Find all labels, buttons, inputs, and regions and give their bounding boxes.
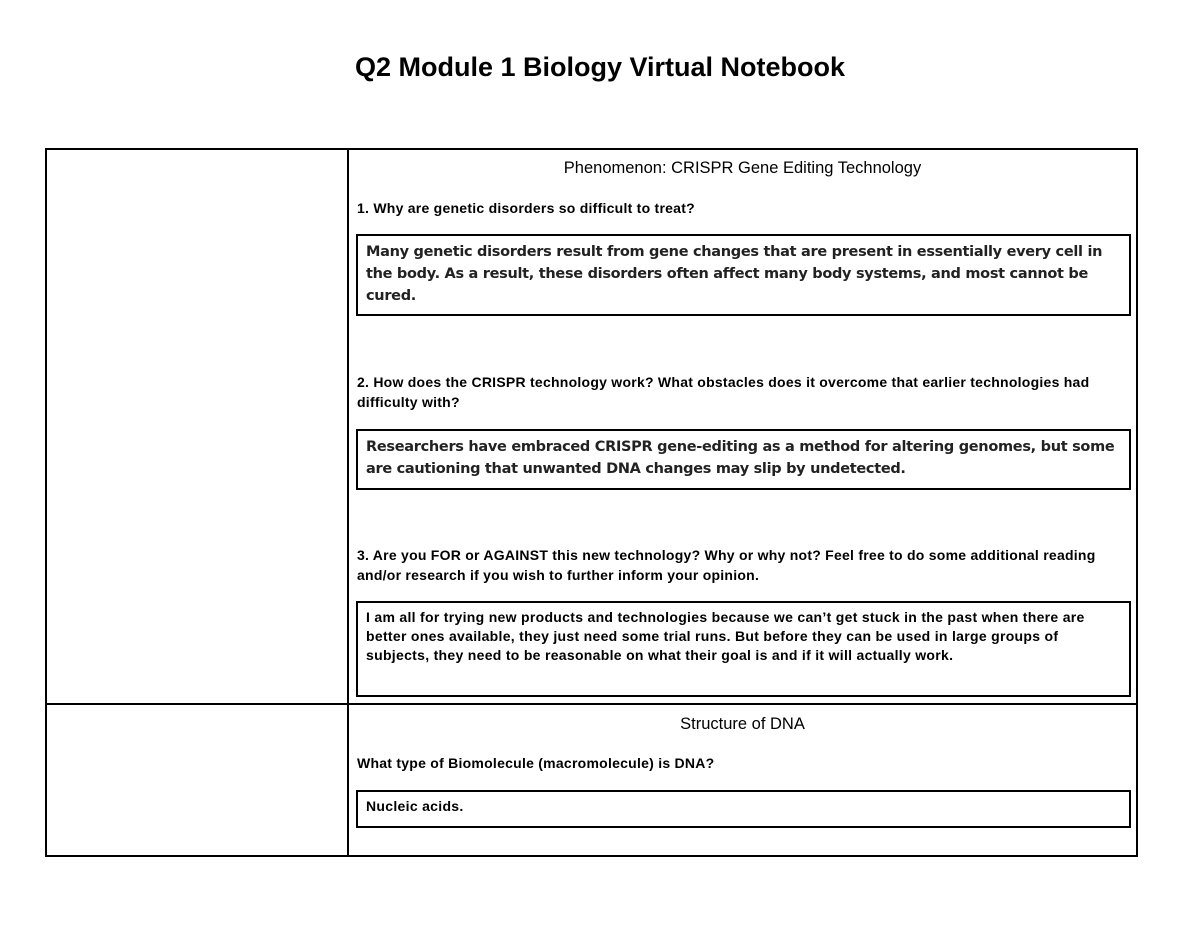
empty-left-cell: [47, 705, 349, 855]
section-heading: Structure of DNA: [680, 715, 805, 733]
table-row-crispr: [47, 150, 1136, 705]
answer-box-3[interactable]: [356, 601, 1131, 697]
page-title: Q2 Module 1 Biology Virtual Notebook: [354, 52, 846, 82]
empty-left-cell: [47, 150, 349, 703]
question-2: 2. How does the CRISPR technology work? What obstacles does it overcome that earlier technologies had difficulty with?: [357, 374, 1090, 410]
answer-box-dna[interactable]: [356, 790, 1131, 828]
section-heading: Phenomenon: CRISPR Gene Editing Technology: [563, 159, 922, 177]
answer-1-text: Many genetic disorders result from gene changes that are present in essentially every cell in the body. As a result, these disorders often affect many body systems, and most cannot be cured.: [366, 244, 1103, 304]
table-row-dna: [47, 705, 1136, 855]
answer-box-2[interactable]: [356, 429, 1131, 490]
question-dna: What type of Biomolecule (macromolecule) is DNA?: [357, 755, 715, 771]
notebook-table: [45, 148, 1138, 857]
crispr-section: [349, 150, 1136, 703]
answer-2-text: Researchers have embraced CRISPR gene-editing as a method for altering genomes, but some are cautioning that unwanted DNA changes may slip by undetected.: [366, 439, 1115, 477]
question-3: 3. Are you FOR or AGAINST this new technology? Why or why not? Feel free to do some additional reading and/or research if you wish to further inform your opinion.: [357, 547, 1096, 583]
dna-section: [349, 705, 1136, 855]
answer-3-text: I am all for trying new products and technologies because we can’t get stuck in the past when there are better ones available, they just need some trial runs. But before they can be used in large groups of subjects, they need to be reasonable on what their goal is and if it will actually work.: [366, 609, 1085, 663]
answer-dna-text: Nucleic acids.: [366, 798, 464, 814]
answer-box-1[interactable]: [356, 234, 1131, 316]
question-1: 1. Why are genetic disorders so difficult to treat?: [357, 200, 695, 216]
